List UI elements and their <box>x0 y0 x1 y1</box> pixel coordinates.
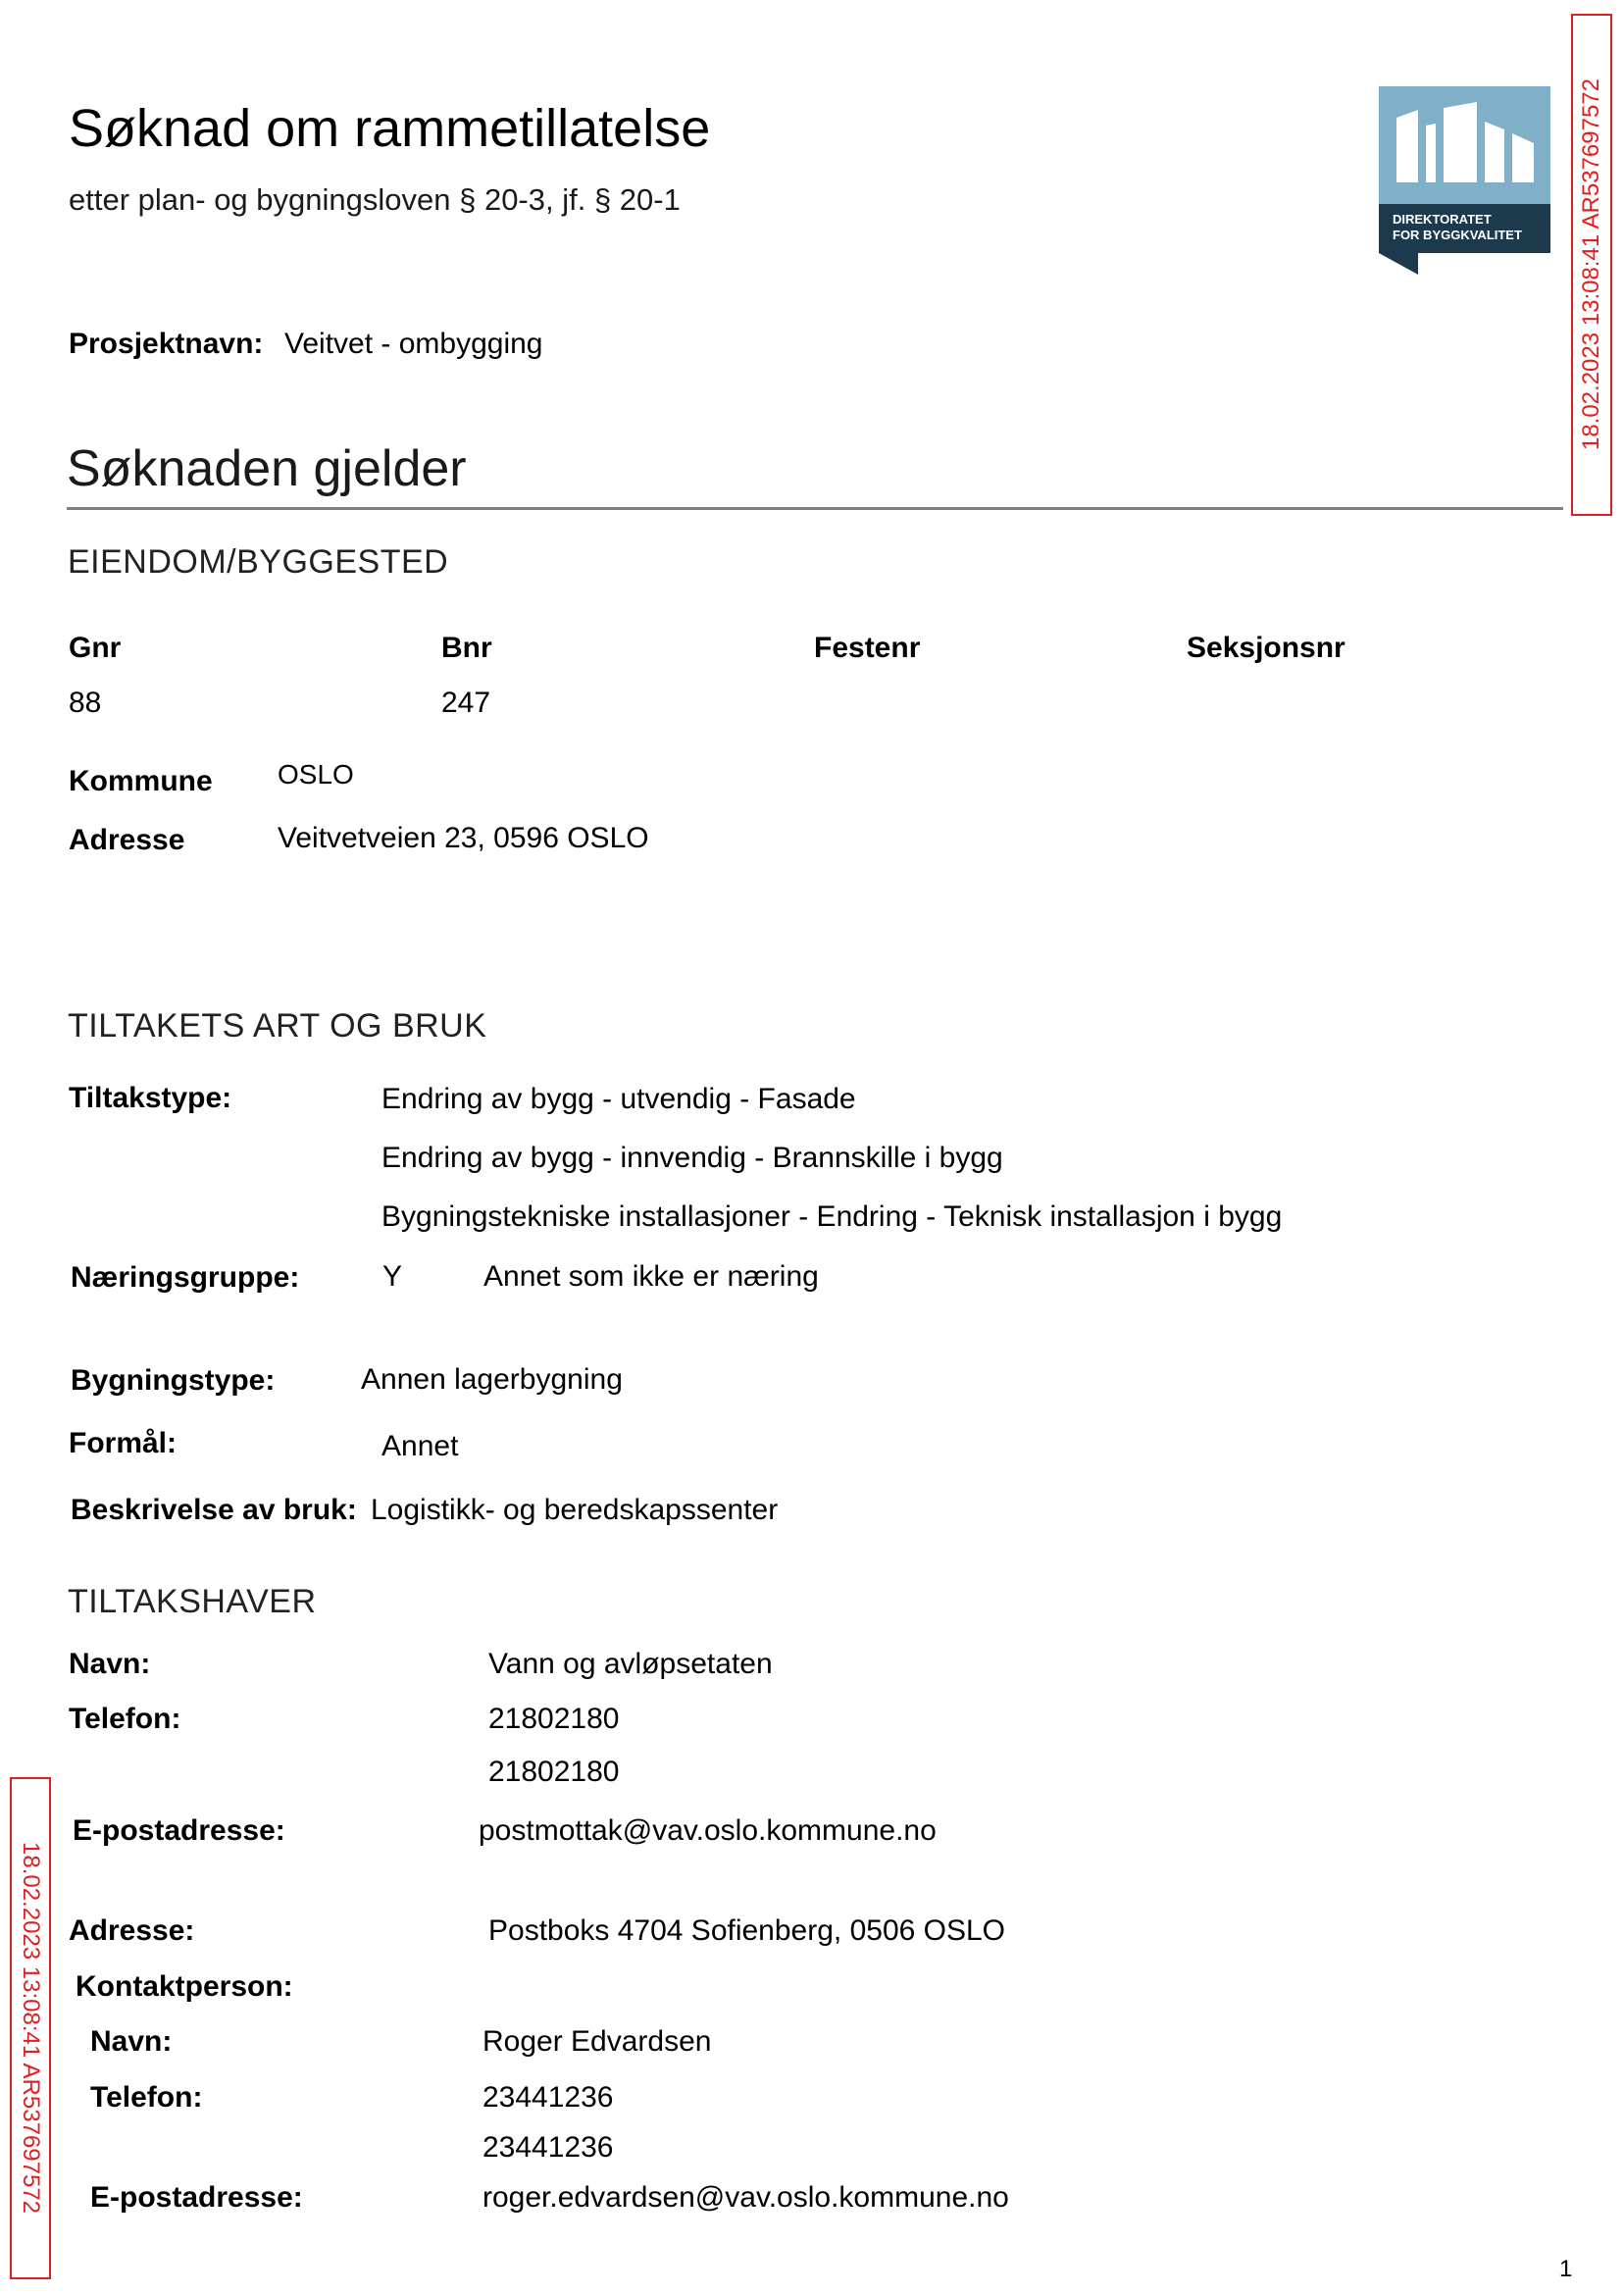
tiltakstype-label: Tiltakstype: <box>69 1082 232 1114</box>
tiltakshaver-adresse-value: Postboks 4704 Sofienberg, 0506 OSLO <box>488 1914 1006 1947</box>
dibk-logo-icon <box>1379 86 1550 275</box>
stamp-text-bottom: 18.02.2023 13:08:41 AR537697572 <box>18 1842 44 2215</box>
section-divider <box>67 507 1563 510</box>
naeringsgruppe-text: Annet som ikke er næring <box>483 1260 819 1293</box>
formal-value: Annet <box>381 1430 459 1462</box>
seksjonsnr-label: Seksjonsnr <box>1187 632 1345 664</box>
naeringsgruppe-code: Y <box>382 1260 403 1293</box>
timestamp-stamp-top <box>1571 14 1612 516</box>
gnr-label: Gnr <box>69 632 122 664</box>
kommune-label: Kommune <box>69 765 213 797</box>
tiltakshaver-adresse-label: Adresse: <box>69 1914 195 1947</box>
logo-line2: FOR BYGGKVALITET <box>1393 228 1522 242</box>
timestamp-stamp-bottom <box>10 1777 51 2279</box>
kontakt-telefon-value-1: 23441236 <box>482 2081 614 2114</box>
tiltakshaver-navn-label: Navn: <box>69 1648 151 1680</box>
project-value: Veitvet - ombygging <box>284 328 543 360</box>
festenr-label: Festenr <box>814 632 921 664</box>
document-title: Søknad om rammetillatelse <box>69 99 711 158</box>
naeringsgruppe-label: Næringsgruppe: <box>71 1261 300 1294</box>
formal-label: Formål: <box>69 1427 178 1459</box>
kontakt-navn-label: Navn: <box>90 2025 173 2058</box>
tiltakshaver-telefon-value-1: 21802180 <box>488 1703 620 1735</box>
document-subtitle: etter plan- og bygningsloven § 20-3, jf. § 20-1 <box>69 182 681 217</box>
tiltakshaver-telefon-label: Telefon: <box>69 1703 181 1735</box>
logo-line1: DIREKTORATET <box>1393 212 1492 227</box>
section-heading: Søknaden gjelder <box>67 440 467 497</box>
beskrivelse-label: Beskrivelse av bruk: <box>71 1494 357 1526</box>
bygningstype-value: Annen lagerbygning <box>361 1363 623 1396</box>
dibk-logo <box>1379 86 1550 275</box>
tiltakshaver-navn-value: Vann og avløpsetaten <box>488 1648 773 1680</box>
tiltakshaver-epost-value: postmottak@vav.oslo.kommune.no <box>479 1814 937 1847</box>
page-number: 1 <box>1559 2256 1573 2282</box>
tiltak-heading: TILTAKETS ART OG BRUK <box>68 1007 487 1045</box>
beskrivelse-value: Logistikk- og beredskapssenter <box>371 1494 779 1526</box>
tiltakshaver-epost-label: E-postadresse: <box>73 1814 285 1847</box>
project-label: Prosjektnavn: <box>69 328 264 360</box>
stamp-text-top: 18.02.2023 13:08:41 AR537697572 <box>1578 78 1604 451</box>
adresse-value: Veitvetveien 23, 0596 OSLO <box>278 822 649 854</box>
kontaktperson-label: Kontaktperson: <box>76 1970 293 2003</box>
eiendom-heading: EIENDOM/BYGGESTED <box>68 543 449 581</box>
gnr-value: 88 <box>69 687 102 719</box>
tiltakshaver-telefon-value-2: 21802180 <box>488 1756 620 1788</box>
bygningstype-label: Bygningstype: <box>71 1364 276 1397</box>
tiltakstype-value-3: Bygningstekniske installasjoner - Endring - Teknisk installasjon i bygg <box>381 1200 1283 1233</box>
kontakt-telefon-value-2: 23441236 <box>482 2131 614 2164</box>
kommune-value: OSLO <box>278 759 354 790</box>
bnr-label: Bnr <box>441 632 492 664</box>
tiltakshaver-heading: TILTAKSHAVER <box>68 1583 317 1620</box>
bnr-value: 247 <box>441 687 491 719</box>
tiltakstype-value-1: Endring av bygg - utvendig - Fasade <box>381 1083 856 1115</box>
kontakt-navn-value: Roger Edvardsen <box>482 2025 712 2058</box>
kontakt-epost-value: roger.edvardsen@vav.oslo.kommune.no <box>482 2181 1009 2214</box>
kontakt-telefon-label: Telefon: <box>90 2081 203 2114</box>
kontakt-epost-label: E-postadresse: <box>90 2181 303 2214</box>
tiltakstype-value-2: Endring av bygg - innvendig - Brannskille i bygg <box>381 1142 1003 1174</box>
adresse-label: Adresse <box>69 824 185 856</box>
